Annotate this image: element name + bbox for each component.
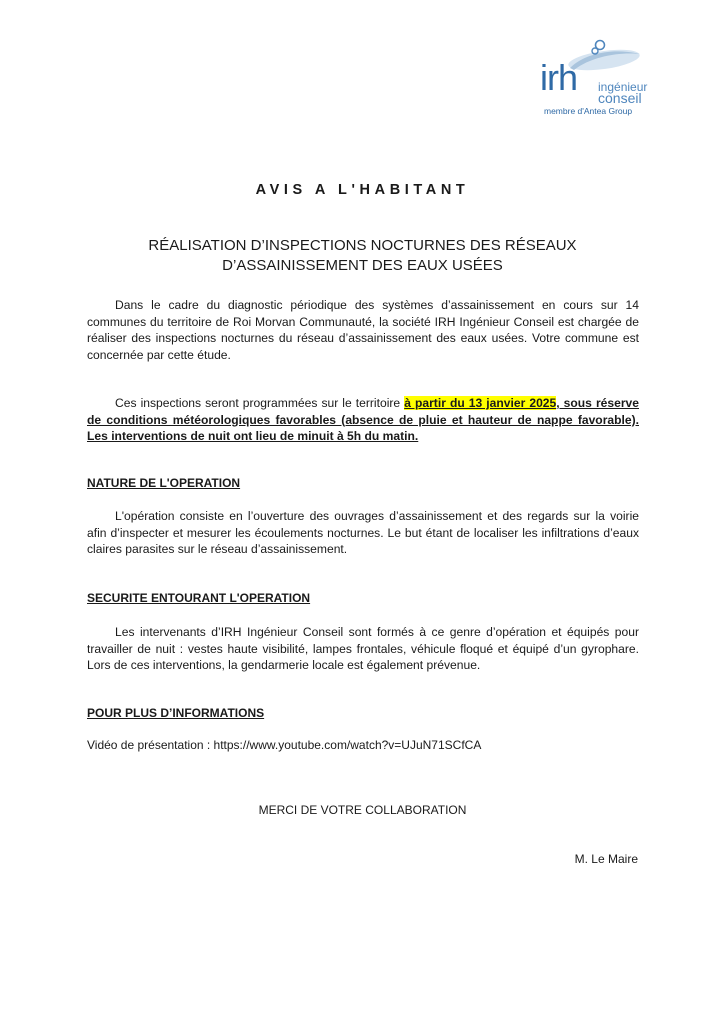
intro-text-2-start: Ces inspections seront programmées sur le territoire bbox=[115, 396, 405, 410]
closing-line: MERCI DE VOTRE COLLABORATION bbox=[258, 803, 467, 817]
signature: M. Le Maire bbox=[574, 852, 638, 866]
section-title-infos: POUR PLUS D’INFORMATIONS bbox=[87, 706, 265, 720]
logo-line1: ingénieur bbox=[598, 80, 648, 94]
intro-paragraph-2 bbox=[87, 395, 639, 445]
logo-brand: irh bbox=[540, 57, 578, 98]
section-title-nature: NATURE DE L'OPERATION bbox=[87, 476, 241, 490]
page-subtitle bbox=[0, 236, 725, 276]
section-title-securite: SECURITE ENTOURANT L'OPERATION bbox=[87, 591, 311, 605]
irh-logo bbox=[536, 38, 646, 120]
subtitle-line2: D’ASSAINISSEMENT DES EAUX USÉES bbox=[222, 257, 503, 274]
nature-paragraph bbox=[87, 508, 639, 558]
video-link-line[interactable]: Vidéo de présentation : https://www.youtube.com/watch?v=UJuN71SCfCA bbox=[87, 738, 482, 752]
logo-line2: conseil bbox=[598, 90, 642, 106]
nature-text: L'opération consiste en l’ouverture des ouvrages d’assainissement et des regards sur la voirie afin d’inspecter et mesurer les écoulements nocturnes. Le but étant de localiser les infiltrations d’eaux claires parasites sur le réseau d’assainissement. bbox=[87, 509, 639, 556]
securite-paragraph bbox=[87, 624, 639, 674]
subtitle-line1: RÉALISATION D’INSPECTIONS NOCTURNES DES RÉSEAUX bbox=[148, 237, 577, 254]
logo-member: membre d'Antea Group bbox=[544, 106, 633, 116]
intro-paragraph-1 bbox=[87, 297, 639, 363]
securite-text: Les intervenants d’IRH Ingénieur Conseil sont formés à ce genre d’opération et équipés pour travailler de nuit : vestes haute visibilité, lampes frontales, véhicule floqué et équipé d’un gyrophare. Lors de ces interventions, la gendarmerie locale est également prévenue. bbox=[87, 625, 639, 672]
intro-text-1: Dans le cadre du diagnostic périodique des systèmes d’assainissement en cours sur 14 communes du territoire de Roi Morvan Communauté, la société IRH Ingénieur Conseil est chargée de réaliser des inspections nocturnes du réseau d’assainissement des eaux usées. Votre commune est concernée par cette étude. bbox=[87, 298, 639, 362]
start-date-highlight: à partir du 13 janvier 2025 bbox=[404, 396, 557, 410]
page-title: AVIS A L'HABITANT bbox=[255, 182, 470, 198]
intro-text-2-rest: , sous réserve de conditions météorologiques favorables (absence de pluie et hauteur de nappe favorable). Les interventions de nuit ont lieu de minuit à 5h du matin. bbox=[87, 396, 639, 443]
